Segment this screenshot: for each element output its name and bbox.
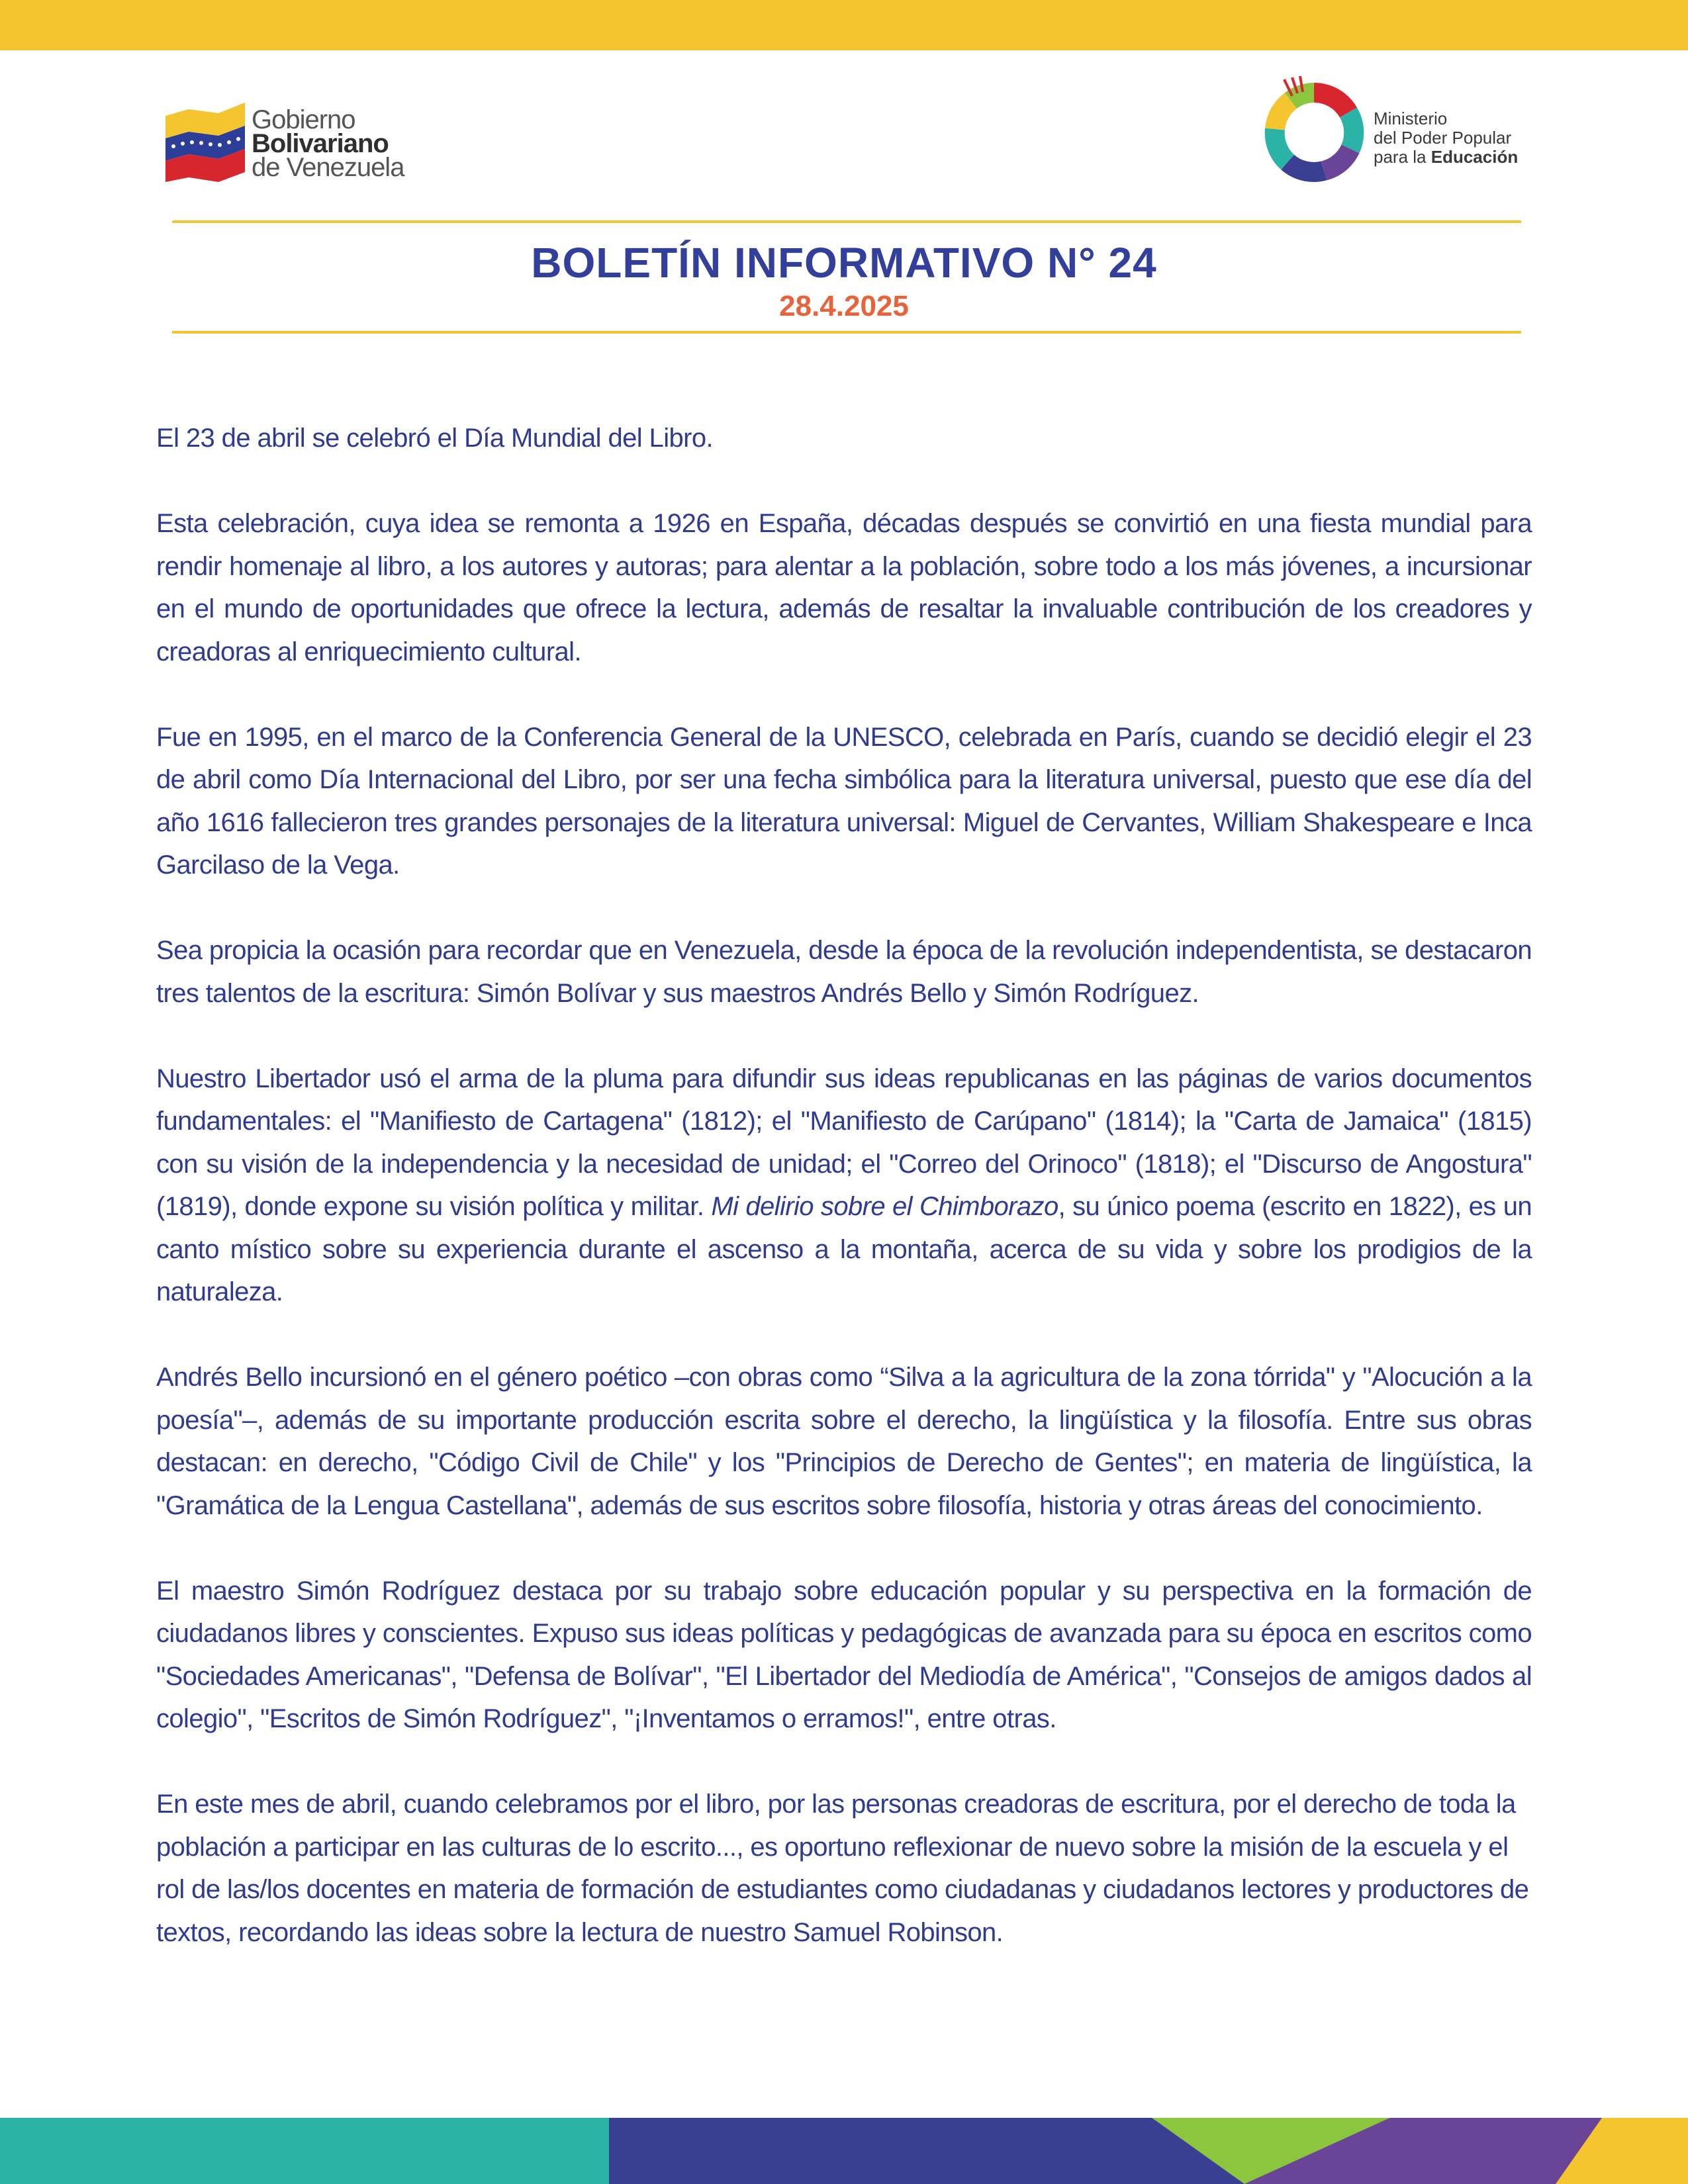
ministerio-educacion-logo — [1258, 76, 1536, 195]
bottom-color-band — [0, 2118, 1688, 2184]
ministerio-line-3-prefix: para la — [1374, 147, 1431, 167]
venezuela-flag-icon — [165, 83, 252, 182]
paragraph-7: El maestro Simón Rodríguez destaca por su trabajo sobre educación popular y su perspectiva en la formación de ciudadanos libres y conscientes. Expuso sus ideas políticas y pedagógicas de avanzada para su época en escritos como "Sociedades Americanas", "Defensa de Bolívar", "El Libertador del Mediodía de América", "Consejos de amigos dados al colegio", "Escritos de Simón Rodríguez", "¡Inventamos o erramos!", entre otras. — [156, 1576, 1532, 1733]
gobierno-line-1: Gobierno — [252, 105, 355, 134]
gobierno-line-3: de Venezuela — [252, 153, 404, 182]
bulletin-body — [156, 417, 1532, 1997]
paragraph-4: Sea propicia la ocasión para recordar que en Venezuela, desde la época de la revolución independentista, se destacaron tres talentos de la escritura: Simón Bolívar y sus maestros Andrés Bello y Simón Rodríguez. — [156, 936, 1532, 1008]
ministerio-line-3 — [1374, 148, 1518, 167]
ministerio-emblem-icon — [1258, 76, 1370, 189]
paragraph-3: Fue en 1995, en el marco de la Conferencia General de la UNESCO, celebrada en París, cuando se decidió elegir el 23 de abril como Día Internacional del Libro, por ser una fecha simbólica para la literatura universal, puesto que ese día del año 1616 fallecieron tres grandes personajes de la literatura universal: Miguel de Cervantes, William Shakespeare e Inca Garcilaso de la Vega. — [156, 722, 1532, 880]
ministerio-line-1: Ministerio — [1374, 109, 1448, 128]
paragraph-1: El 23 de abril se celebró el Día Mundial del Libro. — [156, 424, 714, 453]
gobierno-bolivariano-logo — [165, 83, 430, 189]
ministerio-text — [1374, 109, 1518, 167]
paragraph-8: En este mes de abril, cuando celebramos por el libro, por las personas creadoras de escritura, por el derecho de toda la población a participar en las culturas de lo escrito..., es oportuno reflexionar de nuevo sobre la misión de la escuela y el rol de las/los docentes en materia de formación de estudiantes como ciudadanas y ciudadanos lectores y productores de textos, recordando las ideas sobre la lectura de nuestro Samuel Robinson. — [156, 1790, 1529, 1947]
paragraph-5-part-b: , su único poema (escrito en 1822), es un canto místico sobre su experiencia durante el ascenso a la montaña, acerca de su vida y sobre los prodigios de la naturaleza. — [156, 1192, 1532, 1306]
ministerio-line-3-bold: Educación — [1430, 147, 1519, 167]
page-title: BOLETÍN INFORMATIVO N° 24 — [531, 239, 1157, 287]
paragraph-5 — [156, 1058, 1532, 1314]
bulletin-date: 28.4.2025 — [779, 290, 909, 322]
gobierno-text — [252, 105, 404, 182]
header-rule-bottom — [172, 331, 1521, 334]
header-rule-top — [172, 220, 1521, 223]
gobierno-line-2: Bolivariano — [252, 129, 389, 158]
paragraph-6: Andrés Bello incursionó en el género poético –con obras como “Silva a la agricultura de la zona tórrida" y "Alocución a la poesía"–, además de su importante producción escrita sobre el derecho, la lingüística y la filosofía. Entre sus obras destacan: en derecho, "Código Civil de Chile" y los "Principios de Derecho de Gentes"; en materia de lingüística, la "Gramática de la Lengua Castellana", además de sus escritos sobre filosofía, historia y otras áreas del conocimiento. — [156, 1363, 1532, 1520]
paragraph-5-part-a: Nuestro Libertador usó el arma de la pluma para difundir sus ideas republicanas en las páginas de varios documentos fundamentales: el "Manifiesto de Cartagena" (1812); el "Manifiesto de Carúpano" (1814); la "Carta de Jamaica" (1815) con su visión de la independencia y la necesidad de unidad; el "Correo del Orinoco" (1818); el "Discurso de Angostura" (1819), donde expone su visión política y militar. — [156, 1064, 1532, 1221]
ministerio-line-2: del Poder Popular — [1374, 128, 1512, 148]
paragraph-2: Esta celebración, cuya idea se remonta a 1926 en España, décadas después se convirtió en una fiesta mundial para rendir homenaje al libro, a los autores y autoras; para alentar a la población, sobre todo a los más jóvenes, a incursionar en el mundo de oportunidades que ofrece la lectura, además de resaltar la invaluable contribución de los creadores y creadoras al enriquecimiento cultural. — [156, 509, 1532, 666]
top-color-band — [0, 0, 1688, 50]
paragraph-5-italic-title: Mi delirio sobre el Chimborazo — [711, 1192, 1058, 1221]
